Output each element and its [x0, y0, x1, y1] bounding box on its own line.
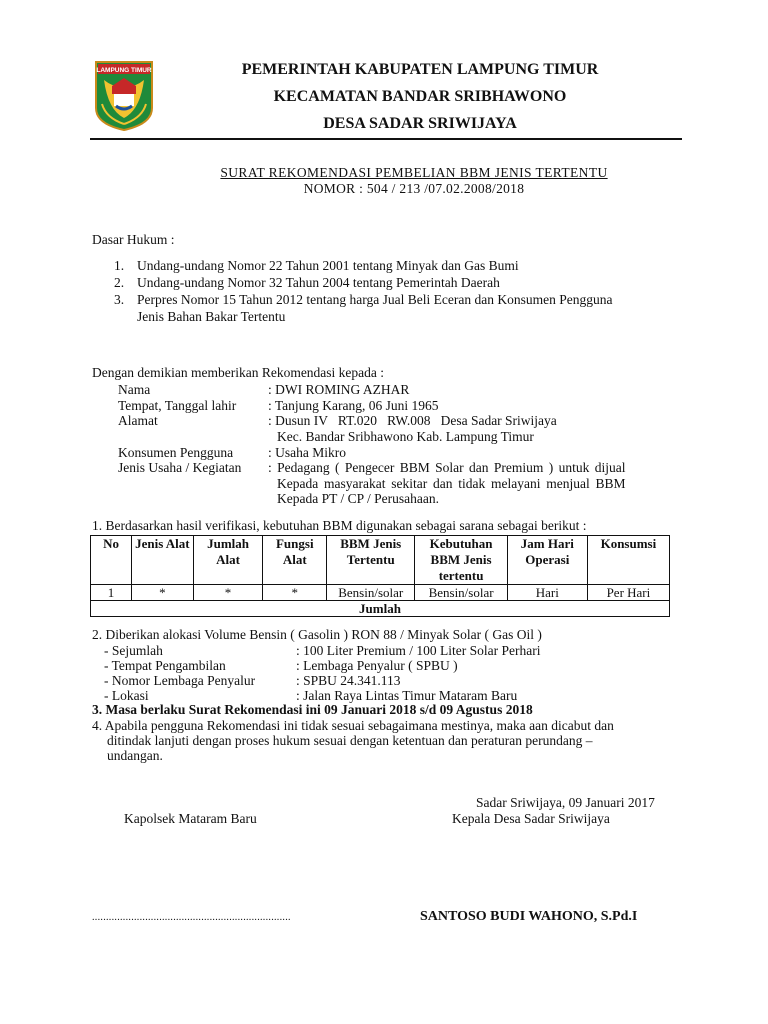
field-value-address-cont: Kec. Bandar Sribhawono Kab. Lampung Timur: [277, 429, 534, 444]
lampung-timur-emblem: [94, 60, 154, 132]
table-row: [91, 585, 670, 601]
table-header-cell: Fungsi Alat: [263, 536, 327, 585]
signature-right-name: SANTOSO BUDI WAHONO, S.Pd.I: [420, 909, 638, 924]
signature-place-date: Sadar Sriwijaya, 09 Januari 2017: [476, 795, 655, 810]
point-4-line1: 4. Apabila pengguna Rekomendasi ini tidak sesuai sebagaimana mestinya, maka aan dicabut dan: [92, 718, 614, 733]
field-value-consumer: : Usaha Mikro: [268, 445, 346, 460]
table-cell: *: [193, 585, 263, 601]
legal-item-text-cont: Jenis Bahan Bakar Tertentu: [137, 309, 286, 324]
letter-title: SURAT REKOMENDASI PEMBELIAN BBM JENIS TERTENTU: [220, 165, 608, 180]
field-value-business-cont: Kepada masyarakat sekitar dan tidak melayani menjual BBM: [277, 476, 626, 491]
field-value-address: : Dusun IV RT.020 RW.008 Desa Sadar Sriwijaya: [268, 413, 557, 428]
legal-basis-heading: Dasar Hukum :: [92, 232, 175, 247]
table-cell: Bensin/solar: [327, 585, 415, 601]
allocation-value: : 100 Liter Premium / 100 Liter Solar Perhari: [296, 643, 541, 658]
point-4-line2: ditindak lanjuti dengan proses hukum sesuai dengan ketentuan dan peraturan perundang –: [107, 733, 593, 748]
header-divider: [90, 138, 682, 140]
recommendation-intro: Dengan demikian memberikan Rekomendasi kepada :: [92, 365, 385, 380]
allocation-label: - Sejumlah: [104, 643, 163, 658]
allocation-label: - Tempat Pengambilan: [104, 658, 226, 673]
legal-item-number: 3.: [114, 292, 125, 307]
letter-number: NOMOR : 504 / 213 /07.02.2008/2018: [303, 181, 525, 196]
table-total-row: [91, 601, 670, 617]
table-header-cell: Jenis Alat: [132, 536, 194, 585]
point-1-text: 1. Berdasarkan hasil verifikasi, kebutuhan BBM digunakan sebagai sarana sebagai berikut :: [92, 518, 587, 533]
allocation-label: - Lokasi: [104, 688, 149, 703]
signature-left-name: .......................................................................: [92, 912, 291, 923]
table-header-cell: Kebutuhan BBM Jenis tertentu: [415, 536, 507, 585]
table-cell: Bensin/solar: [415, 585, 507, 601]
field-value-business-cont2: Kepada PT / CP / Perusahaan.: [277, 491, 439, 506]
signature-left-title: Kapolsek Mataram Baru: [124, 811, 257, 826]
field-value-name: : DWI ROMING AZHAR: [268, 382, 410, 397]
allocation-value: : SPBU 24.341.113: [296, 673, 401, 688]
field-value-business: : Pedagang ( Pengecer BBM Solar dan Premium ) untuk dijual: [268, 460, 626, 475]
table-cell: Hari: [507, 585, 587, 601]
legal-item-number: 2.: [114, 275, 125, 290]
table-cell: *: [132, 585, 194, 601]
table-cell: Per Hari: [587, 585, 669, 601]
field-label-name: Nama: [118, 382, 151, 397]
field-value-birth: : Tanjung Karang, 06 Juni 1965: [268, 398, 439, 413]
field-label-address: Alamat: [118, 413, 158, 428]
point-2-text: 2. Diberikan alokasi Volume Bensin ( Gasolin ) RON 88 / Minyak Solar ( Gas Oil ): [92, 627, 542, 642]
table-header-cell: Jumlah Alat: [193, 536, 263, 585]
field-label-birth: Tempat, Tanggal lahir: [118, 398, 237, 413]
table-header-cell: No: [91, 536, 132, 585]
table-cell: 1: [91, 585, 132, 601]
table-cell: *: [263, 585, 327, 601]
legal-item-number: 1.: [114, 258, 125, 273]
field-label-consumer: Konsumen Pengguna: [118, 445, 234, 460]
allocation-label: - Nomor Lembaga Penyalur: [104, 673, 256, 688]
table-header-cell: Konsumsi: [587, 536, 669, 585]
allocation-value: : Lembaga Penyalur ( SPBU ): [296, 658, 458, 673]
legal-item-text: Perpres Nomor 15 Tahun 2012 tentang harga Jual Beli Eceran dan Konsumen Pengguna: [137, 292, 613, 307]
header-district: KECAMATAN BANDAR SRIBHAWONO: [273, 88, 567, 105]
fuel-need-table: [90, 535, 670, 617]
table-header-cell: Jam Hari Operasi: [507, 536, 587, 585]
header-government: PEMERINTAH KABUPATEN LAMPUNG TIMUR: [241, 61, 599, 78]
field-label-business: Jenis Usaha / Kegiatan: [118, 460, 242, 475]
allocation-value: : Jalan Raya Lintas Timur Mataram Baru: [296, 688, 518, 703]
signature-right-title: Kepala Desa Sadar Sriwijaya: [452, 811, 610, 826]
point-3-validity: 3. Masa berlaku Surat Rekomendasi ini 09 Januari 2018 s/d 09 Agustus 2018: [92, 702, 533, 717]
table-header-row: [91, 536, 670, 585]
legal-item-text: Undang-undang Nomor 32 Tahun 2004 tentang Pemerintah Daerah: [137, 275, 500, 290]
table-header-cell: BBM Jenis Tertentu: [327, 536, 415, 585]
point-4-line3: undangan.: [107, 748, 163, 763]
emblem-text: LAMPUNG TIMUR: [96, 67, 152, 74]
header-village: DESA SADAR SRIWIJAYA: [323, 115, 517, 132]
table-total-label: Jumlah: [91, 601, 670, 617]
legal-item-text: Undang-undang Nomor 22 Tahun 2001 tentang Minyak dan Gas Bumi: [137, 258, 519, 273]
